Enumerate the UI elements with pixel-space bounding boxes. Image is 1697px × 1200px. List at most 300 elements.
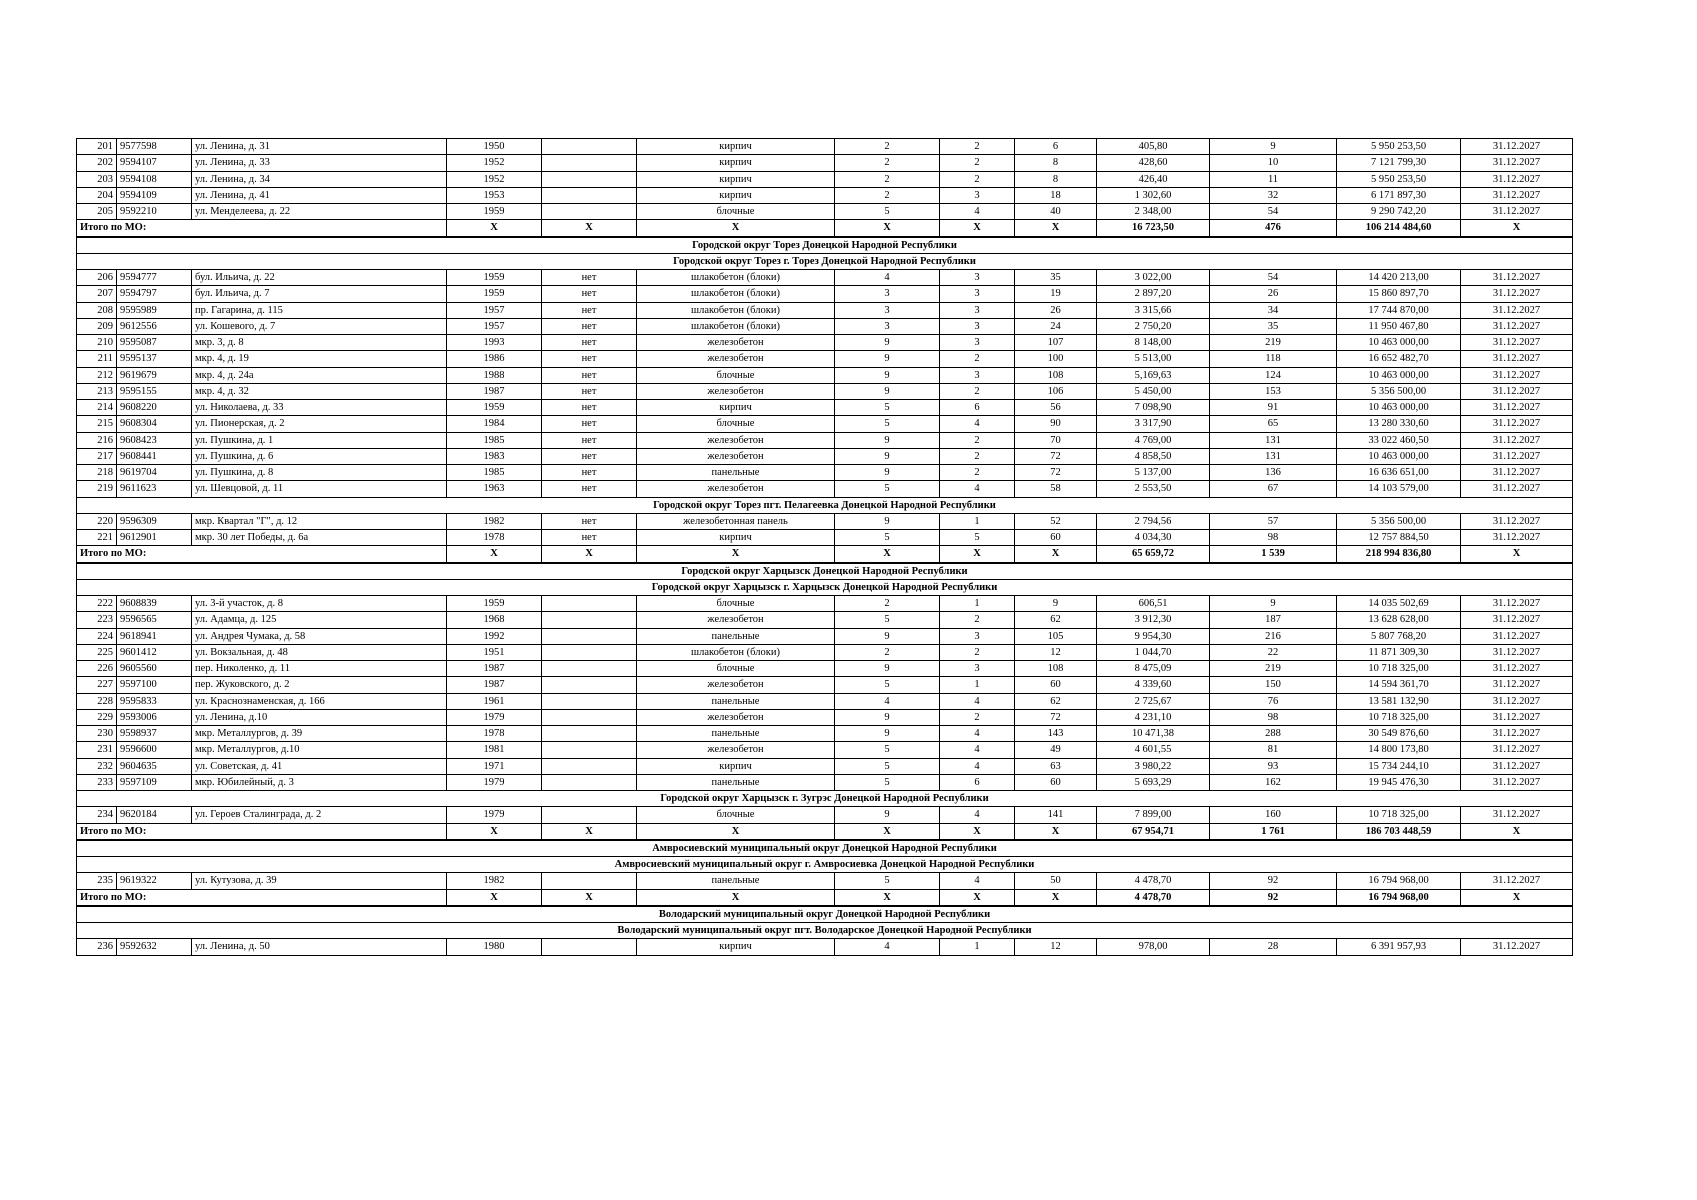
table-cell: 1985 [447, 432, 542, 448]
table-cell: 26 [1210, 286, 1337, 302]
table-cell: 5 513,00 [1097, 351, 1210, 367]
table-cell: 35 [1210, 318, 1337, 334]
table-cell: мкр. Квартал "Г", д. 12 [192, 513, 447, 529]
table-cell [542, 742, 637, 758]
table-cell: 9597100 [117, 677, 192, 693]
table-cell: пер. Жуковского, д. 2 [192, 677, 447, 693]
table-cell: 4 [835, 270, 940, 286]
table-cell [542, 873, 637, 889]
section-header: Городской округ Торез г. Торез Донецкой Народной Республики [77, 253, 1573, 269]
table-cell: 9 [835, 383, 940, 399]
table-cell: 10 463 000,00 [1337, 448, 1461, 464]
section-header-row [77, 791, 1573, 807]
table-cell: 1978 [447, 726, 542, 742]
table-cell: 76 [1210, 693, 1337, 709]
table-cell: ул. Шевцовой, д. 11 [192, 481, 447, 497]
table-cell: 212 [77, 367, 117, 383]
table-cell: 1952 [447, 155, 542, 171]
table-cell: 2 [940, 709, 1015, 725]
table-cell: 15 860 897,70 [1337, 286, 1461, 302]
table-cell: 4 [940, 807, 1015, 823]
table-cell: нет [542, 335, 637, 351]
table-cell [542, 693, 637, 709]
table-row [77, 758, 1573, 774]
table-cell: ул. Краснознаменская, д. 166 [192, 693, 447, 709]
table-cell: 9608441 [117, 448, 192, 464]
table-row [77, 677, 1573, 693]
table-cell: 1968 [447, 612, 542, 628]
table-cell: 214 [77, 400, 117, 416]
table-cell: 14 594 361,70 [1337, 677, 1461, 693]
table-cell: железобетон [637, 432, 835, 448]
table-cell: 1 [940, 513, 1015, 529]
table-cell: 9596565 [117, 612, 192, 628]
section-header: Амвросиевский муниципальный округ Донецкой Народной Республики [77, 840, 1573, 857]
table-cell: 231 [77, 742, 117, 758]
total-cell: 65 659,72 [1097, 546, 1210, 563]
table-cell: мкр. 4, д. 24а [192, 367, 447, 383]
table-cell: нет [542, 400, 637, 416]
table-cell: 1979 [447, 774, 542, 790]
table-cell: 11 950 467,80 [1337, 318, 1461, 334]
table-cell: железобетон [637, 448, 835, 464]
table-cell: 1959 [447, 204, 542, 220]
table-cell: 9611623 [117, 481, 192, 497]
table-cell: 9 [835, 628, 940, 644]
table-row [77, 139, 1573, 155]
total-cell: X [1461, 546, 1573, 563]
table-cell: 208 [77, 302, 117, 318]
table-cell: 224 [77, 628, 117, 644]
table-cell: 2 553,50 [1097, 481, 1210, 497]
table-cell: 9592210 [117, 204, 192, 220]
table-cell: 9592632 [117, 939, 192, 955]
table-cell: кирпич [637, 939, 835, 955]
total-row [77, 220, 1573, 237]
table-cell: 201 [77, 139, 117, 155]
table-cell: 9594108 [117, 171, 192, 187]
table-cell: 5 950 253,50 [1337, 139, 1461, 155]
table-cell: 31.12.2027 [1461, 661, 1573, 677]
table-cell: нет [542, 302, 637, 318]
table-cell: 9595989 [117, 302, 192, 318]
table-cell [542, 758, 637, 774]
table-cell: 31.12.2027 [1461, 432, 1573, 448]
table-cell: ул. Пушкина, д. 6 [192, 448, 447, 464]
table-cell: 1978 [447, 530, 542, 546]
table-cell: 16 652 482,70 [1337, 351, 1461, 367]
total-cell: X [637, 823, 835, 840]
table-cell: 5 [835, 612, 940, 628]
table-cell: 31.12.2027 [1461, 873, 1573, 889]
table-cell: 9619704 [117, 465, 192, 481]
table-cell: 9 [835, 513, 940, 529]
table-row [77, 612, 1573, 628]
table-row [77, 596, 1573, 612]
table-cell [542, 155, 637, 171]
table-row [77, 302, 1573, 318]
table-cell [542, 139, 637, 155]
table-cell: 54 [1210, 204, 1337, 220]
table-cell: 31.12.2027 [1461, 513, 1573, 529]
total-cell: 92 [1210, 889, 1337, 906]
table-cell: 4 034,30 [1097, 530, 1210, 546]
table-cell: 1985 [447, 465, 542, 481]
table-cell: 33 022 460,50 [1337, 432, 1461, 448]
table-cell: 5 [835, 204, 940, 220]
table-cell: 6 391 957,93 [1337, 939, 1461, 955]
table-cell: 4 [835, 693, 940, 709]
table-cell: 9612556 [117, 318, 192, 334]
table-cell: 3 [940, 187, 1015, 203]
housing-register-table [76, 138, 1573, 956]
table-cell: 31.12.2027 [1461, 155, 1573, 171]
table-cell: 5 356 500,00 [1337, 513, 1461, 529]
table-cell: 60 [1015, 677, 1097, 693]
table-cell: 4 [835, 939, 940, 955]
table-cell: нет [542, 383, 637, 399]
total-cell: 1 539 [1210, 546, 1337, 563]
table-cell: 62 [1015, 612, 1097, 628]
table-cell: 1959 [447, 270, 542, 286]
table-row [77, 270, 1573, 286]
table-cell: 124 [1210, 367, 1337, 383]
table-cell: железобетон [637, 677, 835, 693]
table-cell: 9577598 [117, 139, 192, 155]
table-cell: 72 [1015, 465, 1097, 481]
total-cell: X [1015, 889, 1097, 906]
table-cell: 31.12.2027 [1461, 693, 1573, 709]
section-header: Городской округ Харцызск г. Зугрэс Донецкой Народной Республики [77, 791, 1573, 807]
table-cell: 18 [1015, 187, 1097, 203]
table-cell: шлакобетон (блоки) [637, 286, 835, 302]
table-cell: 1987 [447, 383, 542, 399]
total-cell: 16 794 968,00 [1337, 889, 1461, 906]
table-cell: 6 171 897,30 [1337, 187, 1461, 203]
table-cell: 9620184 [117, 807, 192, 823]
table-cell: блочные [637, 596, 835, 612]
table-cell: 4 601,55 [1097, 742, 1210, 758]
table-cell: 52 [1015, 513, 1097, 529]
table-cell: 2 [835, 644, 940, 660]
table-cell: 219 [77, 481, 117, 497]
table-cell [542, 709, 637, 725]
table-row [77, 628, 1573, 644]
table-cell: 60 [1015, 774, 1097, 790]
table-cell: 3 [940, 318, 1015, 334]
table-cell: 31.12.2027 [1461, 612, 1573, 628]
table-cell: 1971 [447, 758, 542, 774]
table-cell: 9612901 [117, 530, 192, 546]
table-cell: 3 [835, 318, 940, 334]
table-cell: 31.12.2027 [1461, 383, 1573, 399]
total-cell: X [835, 220, 940, 237]
table-cell: ул. Николаева, д. 33 [192, 400, 447, 416]
total-label: Итого по МО: [77, 889, 447, 906]
table-cell: 57 [1210, 513, 1337, 529]
table-cell [542, 596, 637, 612]
table-cell: 7 098,90 [1097, 400, 1210, 416]
table-cell: 9593006 [117, 709, 192, 725]
table-cell: 118 [1210, 351, 1337, 367]
total-cell: 186 703 448,59 [1337, 823, 1461, 840]
table-cell: нет [542, 530, 637, 546]
table-cell: нет [542, 481, 637, 497]
table-cell: 9594107 [117, 155, 192, 171]
table-cell: 1 [940, 677, 1015, 693]
table-cell: 204 [77, 187, 117, 203]
table-cell: 34 [1210, 302, 1337, 318]
total-cell: X [1461, 220, 1573, 237]
table-cell: 153 [1210, 383, 1337, 399]
table-row [77, 416, 1573, 432]
section-header-row [77, 857, 1573, 873]
table-cell: 3 [940, 661, 1015, 677]
table-cell: 91 [1210, 400, 1337, 416]
total-cell: 106 214 484,60 [1337, 220, 1461, 237]
table-cell: 2 [940, 351, 1015, 367]
table-cell: 4 [940, 204, 1015, 220]
total-cell: X [1015, 823, 1097, 840]
table-cell: 2 [835, 171, 940, 187]
table-cell: 1 044,70 [1097, 644, 1210, 660]
table-cell: 606,51 [1097, 596, 1210, 612]
table-cell: 5 356 500,00 [1337, 383, 1461, 399]
section-header-row [77, 579, 1573, 595]
table-cell: 2 [940, 171, 1015, 187]
table-cell: 9594777 [117, 270, 192, 286]
table-cell: 31.12.2027 [1461, 709, 1573, 725]
table-cell: 9608839 [117, 596, 192, 612]
table-row [77, 383, 1573, 399]
table-cell: 81 [1210, 742, 1337, 758]
table-cell: 32 [1210, 187, 1337, 203]
table-cell: 58 [1015, 481, 1097, 497]
table-cell: 107 [1015, 335, 1097, 351]
table-row [77, 187, 1573, 203]
table-cell: 3 912,30 [1097, 612, 1210, 628]
table-cell: кирпич [637, 187, 835, 203]
table-cell: 60 [1015, 530, 1097, 546]
table-cell: 14 035 502,69 [1337, 596, 1461, 612]
table-cell: железобетон [637, 351, 835, 367]
table-cell: ул. Ленина, д. 41 [192, 187, 447, 203]
table-cell: блочные [637, 661, 835, 677]
total-cell: X [940, 546, 1015, 563]
table-cell: кирпич [637, 530, 835, 546]
table-cell: 22 [1210, 644, 1337, 660]
table-cell: 98 [1210, 530, 1337, 546]
table-cell [542, 726, 637, 742]
table-cell: пр. Гагарина, д. 115 [192, 302, 447, 318]
table-row [77, 873, 1573, 889]
table-cell [542, 187, 637, 203]
table-cell: шлакобетон (блоки) [637, 644, 835, 660]
table-cell: 1983 [447, 448, 542, 464]
table-cell [542, 807, 637, 823]
table-row [77, 774, 1573, 790]
total-cell: X [447, 546, 542, 563]
table-cell: 9595833 [117, 693, 192, 709]
table-cell: 31.12.2027 [1461, 187, 1573, 203]
table-cell: 9 [1015, 596, 1097, 612]
table-cell: 229 [77, 709, 117, 725]
table-cell: 1959 [447, 286, 542, 302]
table-cell [542, 204, 637, 220]
table-cell: мкр. 30 лет Победы, д. 6а [192, 530, 447, 546]
table-cell: 223 [77, 612, 117, 628]
table-cell: 9 [835, 661, 940, 677]
total-cell: X [1015, 220, 1097, 237]
table-cell: 31.12.2027 [1461, 367, 1573, 383]
table-cell: железобетон [637, 742, 835, 758]
section-header-row [77, 237, 1573, 254]
table-cell: 9619679 [117, 367, 192, 383]
table-cell: 4 [940, 873, 1015, 889]
table-cell: 1984 [447, 416, 542, 432]
table-cell: 5 807 768,20 [1337, 628, 1461, 644]
table-cell: 11 [1210, 171, 1337, 187]
table-cell: 108 [1015, 367, 1097, 383]
table-cell: 31.12.2027 [1461, 628, 1573, 644]
table-cell: ул. Адамца, д. 125 [192, 612, 447, 628]
table-cell: 209 [77, 318, 117, 334]
table-cell: 232 [77, 758, 117, 774]
table-cell: 428,60 [1097, 155, 1210, 171]
table-cell: 1982 [447, 513, 542, 529]
table-cell: 210 [77, 335, 117, 351]
table-cell: блочные [637, 204, 835, 220]
table-cell: 9 954,30 [1097, 628, 1210, 644]
table-cell: 10 [1210, 155, 1337, 171]
table-cell: ул. Кутузова, д. 39 [192, 873, 447, 889]
total-cell: 218 994 836,80 [1337, 546, 1461, 563]
table-cell: ул. Пушкина, д. 8 [192, 465, 447, 481]
table-cell [542, 644, 637, 660]
table-cell: 9 [835, 448, 940, 464]
table-cell: 2 [940, 155, 1015, 171]
table-cell: 1961 [447, 693, 542, 709]
table-cell: 9596600 [117, 742, 192, 758]
table-cell: мкр. Металлургов, д. 39 [192, 726, 447, 742]
table-cell: 31.12.2027 [1461, 481, 1573, 497]
table-cell: 150 [1210, 677, 1337, 693]
total-cell: 476 [1210, 220, 1337, 237]
table-cell: панельные [637, 628, 835, 644]
table-cell: 4 339,60 [1097, 677, 1210, 693]
total-cell: X [1461, 889, 1573, 906]
table-cell: 1953 [447, 187, 542, 203]
table-cell [542, 171, 637, 187]
table-cell: 141 [1015, 807, 1097, 823]
table-cell: панельные [637, 726, 835, 742]
table-cell: 978,00 [1097, 939, 1210, 955]
table-cell: 9 290 742,20 [1337, 204, 1461, 220]
table-cell: 234 [77, 807, 117, 823]
table-cell: 9 [1210, 139, 1337, 155]
table-cell: 211 [77, 351, 117, 367]
table-cell: 220 [77, 513, 117, 529]
table-cell: 1950 [447, 139, 542, 155]
table-cell: 31.12.2027 [1461, 530, 1573, 546]
table-cell: 216 [77, 432, 117, 448]
table-cell: 2 [940, 383, 1015, 399]
table-cell: 9605560 [117, 661, 192, 677]
table-cell: 2 [835, 187, 940, 203]
table-cell: 2 [940, 644, 1015, 660]
table-cell: 31.12.2027 [1461, 335, 1573, 351]
table-cell: 31.12.2027 [1461, 726, 1573, 742]
table-cell: 62 [1015, 693, 1097, 709]
table-cell: 4 [940, 742, 1015, 758]
table-cell: ул. Ленина, д. 34 [192, 171, 447, 187]
table-cell: 5 693,29 [1097, 774, 1210, 790]
table-cell: 1 [940, 596, 1015, 612]
table-cell: 40 [1015, 204, 1097, 220]
table-cell: 4 [940, 726, 1015, 742]
table-cell: бул. Ильича, д. 22 [192, 270, 447, 286]
table-cell: 72 [1015, 709, 1097, 725]
table-cell: железобетон [637, 335, 835, 351]
table-cell: мкр. Металлургов, д.10 [192, 742, 447, 758]
total-label: Итого по МО: [77, 546, 447, 563]
table-cell: 13 581 132,90 [1337, 693, 1461, 709]
table-cell: железобетон [637, 612, 835, 628]
table-cell: 1963 [447, 481, 542, 497]
table-cell: ул. Вокзальная, д. 48 [192, 644, 447, 660]
table-cell: ул. Менделеева, д. 22 [192, 204, 447, 220]
table-cell: 3 [940, 302, 1015, 318]
total-cell: X [835, 889, 940, 906]
table-cell: 1980 [447, 939, 542, 955]
table-cell: 288 [1210, 726, 1337, 742]
table-cell: 405,80 [1097, 139, 1210, 155]
total-cell: X [940, 220, 1015, 237]
table-cell: 202 [77, 155, 117, 171]
table-cell: 5 [835, 873, 940, 889]
table-cell: 9595155 [117, 383, 192, 399]
section-header: Володарский муниципальный округ Донецкой Народной Республики [77, 906, 1573, 923]
table-cell: 3 [940, 286, 1015, 302]
table-cell: 31.12.2027 [1461, 465, 1573, 481]
table-cell: нет [542, 465, 637, 481]
table-cell: 31.12.2027 [1461, 416, 1573, 432]
table-cell: 160 [1210, 807, 1337, 823]
section-header-row [77, 497, 1573, 513]
table-cell: 56 [1015, 400, 1097, 416]
table-cell: панельные [637, 693, 835, 709]
table-cell: кирпич [637, 171, 835, 187]
table-cell: 31.12.2027 [1461, 644, 1573, 660]
table-cell: 6 [1015, 139, 1097, 155]
table-cell: 222 [77, 596, 117, 612]
section-header-row [77, 253, 1573, 269]
table-row [77, 335, 1573, 351]
table-cell: 2 [835, 155, 940, 171]
table-cell [542, 612, 637, 628]
table-cell: 3 [835, 302, 940, 318]
table-cell: 4 [940, 481, 1015, 497]
table-cell: ул. Андрея Чумака, д. 58 [192, 628, 447, 644]
table-cell: 10 718 325,00 [1337, 807, 1461, 823]
table-cell: 2 [835, 596, 940, 612]
table-cell: 31.12.2027 [1461, 774, 1573, 790]
table-cell: 10 463 000,00 [1337, 335, 1461, 351]
section-header: Володарский муниципальный округ пгт. Володарское Донецкой Народной Республики [77, 923, 1573, 939]
table-cell: 4 478,70 [1097, 873, 1210, 889]
table-cell: 1988 [447, 367, 542, 383]
table-cell: 230 [77, 726, 117, 742]
